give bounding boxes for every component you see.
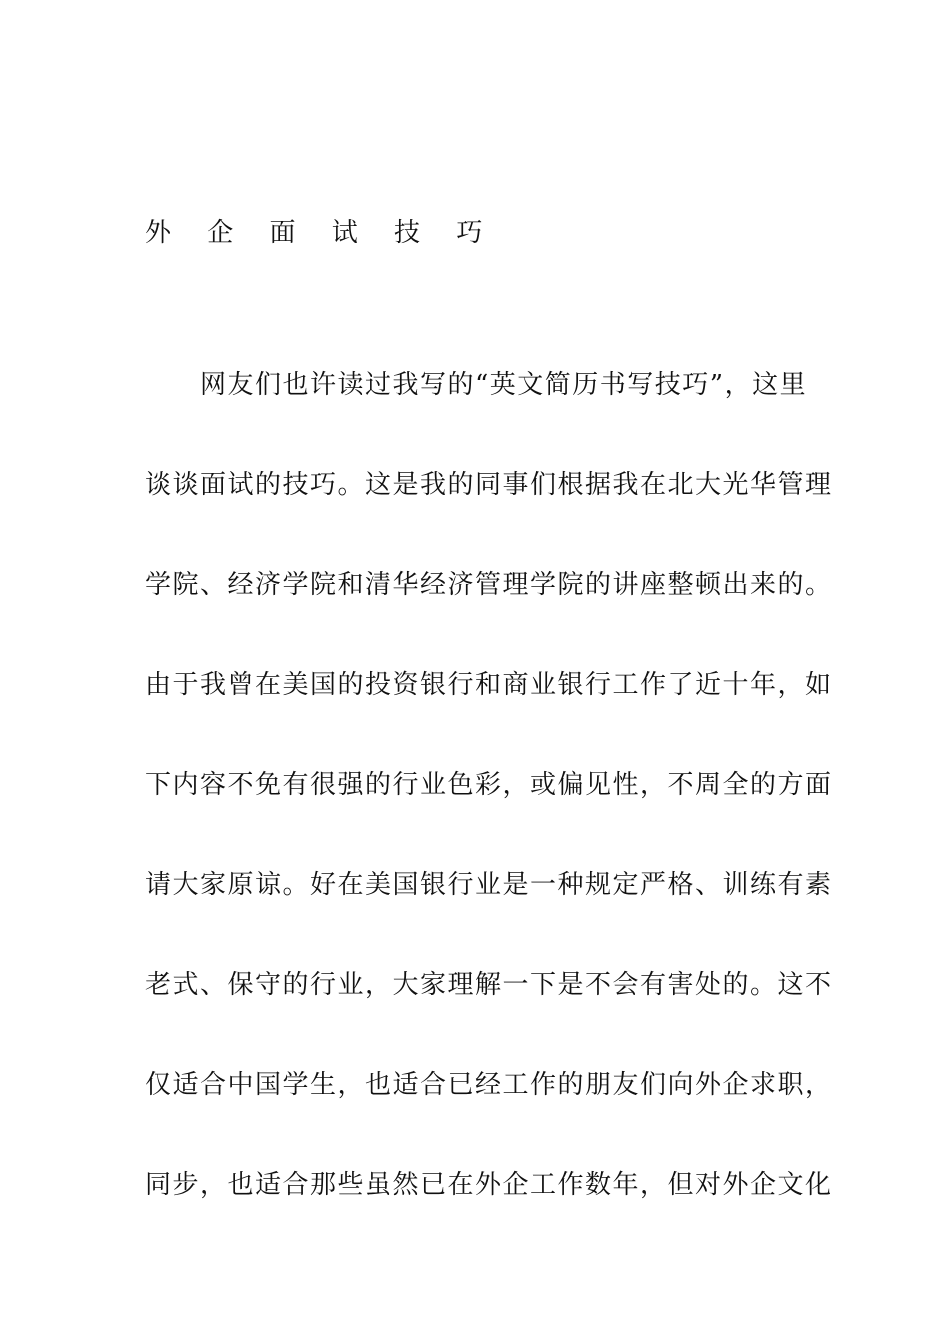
paragraph-line-8: 仅适合中国学生，也适合已经工作的朋友们向外企求职， <box>145 1070 833 1100</box>
paragraph-line-6: 请大家原谅。好在美国银行业是一种规定严格、训练有素 <box>145 870 833 900</box>
paragraph-line-5: 下内容不免有很强的行业色彩，或偏见性，不周全的方面 <box>145 770 833 800</box>
paragraph-line-7: 老式、保守的行业，大家理解一下是不会有害处的。这不 <box>145 970 833 1000</box>
paragraph-line-3: 学院、经济学院和清华经济管理学院的讲座整顿出来的。 <box>145 570 833 600</box>
paragraph-line-9: 同步，也适合那些虽然已在外企工作数年，但对外企文化 <box>145 1170 833 1200</box>
document-title: 外 企 面 试 技 巧 <box>145 218 497 248</box>
paragraph-line-4: 由于我曾在美国的投资银行和商业银行工作了近十年，如 <box>145 670 833 700</box>
paragraph-line-2: 谈谈面试的技巧。这是我的同事们根据我在北大光华管理 <box>145 470 833 500</box>
paragraph-line-1: 网友们也许读过我写的“英文简历书写技巧”，这里 <box>200 370 808 400</box>
